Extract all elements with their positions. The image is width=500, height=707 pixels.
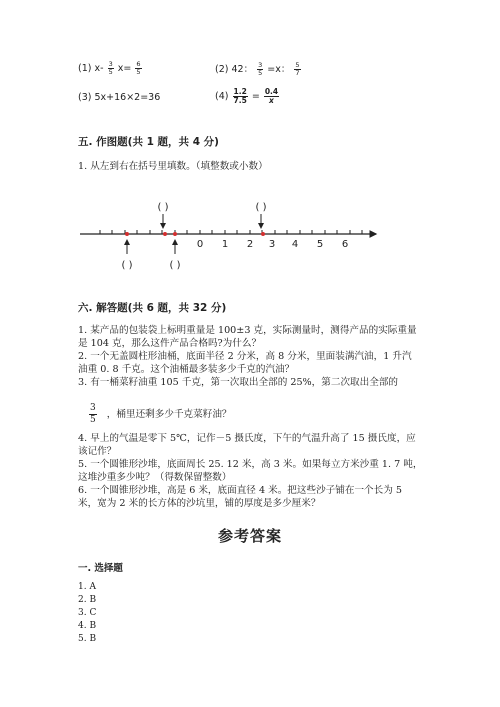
answer-blank: ( ) xyxy=(169,260,181,271)
section-6-question-5: 5. 一个圆锥形沙堆，底面周长 25. 12 米，高 3 米。如果每立方米沙重 1. 7 吨， 这堆沙重多少吨？（得数保留整数） xyxy=(78,459,423,483)
fraction: $\frac{3}{5}$ xyxy=(258,61,263,77)
tick-label-1: 1 xyxy=(221,239,229,250)
section-6-question-4: 4. 早上的气温是零下 5℃，记作－5 摄氏度，下午的气温升高了 15 摄氏度，应 该记作？ xyxy=(78,433,416,457)
answer-item: 4. B xyxy=(78,621,97,631)
point-marker xyxy=(125,232,129,236)
answer-blank: ( ) xyxy=(255,202,267,213)
equation-2-number: (2) xyxy=(215,64,229,75)
tick-label-5: 5 xyxy=(316,239,324,250)
number-line-diagram xyxy=(70,196,390,276)
equation-1: (1) x- $\frac{3}{5}$ x= $\frac{6}{5}$ xyxy=(78,60,141,76)
fraction: $\frac{3}{5}$ xyxy=(108,60,113,76)
answer-item: 3. C xyxy=(78,608,97,618)
answer-item: 2. B xyxy=(78,595,97,605)
equation-2: (2) 42： $\frac{3}{5}$ =x： $\frac{5}{7}$ xyxy=(215,61,300,77)
tick-label-4: 4 xyxy=(291,239,299,250)
equation-1-number: (1) xyxy=(78,63,92,74)
equation-4-number: (4) xyxy=(215,91,229,102)
section-6-question-2: 2. 一个无盖圆柱形油桶，底面半径 2 分米，高 8 分米，里面装满汽油，1 升汽 油重 0. 8 千克。这个油桶最多装多少千克的汽油？ xyxy=(78,351,412,375)
section-5-question-1: 1. 从左到右在括号里填数。（填整数或小数） xyxy=(78,161,268,172)
tick-label-3: 3 xyxy=(268,239,276,250)
fraction: $\frac{0.4}{x}$ xyxy=(264,87,279,105)
tick-label-0: 0 xyxy=(196,239,204,250)
answer-key-title: 参考答案 xyxy=(218,527,283,545)
answer-section-1-heading: 一. 选择题 xyxy=(78,563,123,574)
tick-label-2: 2 xyxy=(246,239,254,250)
section-6-question-3: 3. 有一桶菜籽油重 105 千克，第一次取出全部的 25%，第二次取出全部的 xyxy=(78,377,399,388)
answer-item: 5. B xyxy=(78,634,97,644)
section-6-heading: 六. 解答题(共 6 题，共 32 分) xyxy=(78,302,227,314)
fraction: $\frac{3}{5}$ xyxy=(90,403,96,425)
tick-label-6: 6 xyxy=(341,239,349,250)
fraction: $\frac{5}{7}$ xyxy=(295,61,300,77)
fraction: $\frac{1.2}{7.5}$ xyxy=(233,87,247,105)
point-marker xyxy=(261,232,265,236)
section-6-question-3-continued: $\frac{3}{5}$ ，桶里还剩多少千克菜籽油？ xyxy=(90,403,232,425)
point-marker xyxy=(173,232,177,236)
answer-blank: ( ) xyxy=(121,260,133,271)
point-marker xyxy=(163,232,167,236)
equation-3: (3) 5x+16×2=36 xyxy=(78,92,161,103)
answer-item: 1. A xyxy=(78,582,96,592)
answer-list xyxy=(78,581,96,646)
section-5-heading: 五. 作图题(共 1 题，共 4 分) xyxy=(78,136,219,148)
answer-blank: ( ) xyxy=(157,202,169,213)
equation-3-number: (3) xyxy=(78,92,92,103)
section-6-question-1: 1. 某产品的包装袋上标明重量是 100±3 克，实际测量时，测得产品的实际重量 是 104 克，那么这件产品合格吗?为什么？ xyxy=(78,325,417,349)
fraction: $\frac{6}{5}$ xyxy=(136,60,141,76)
section-6-question-6: 6. 一个圆锥形沙堆，高是 6 米，底面直径 4 米。把这些沙子铺在一个长为 5 米，宽为 2 米的长方体的沙坑里，铺的厚度是多少厘米？ xyxy=(78,485,402,509)
equation-4: (4) $\frac{1.2}{7.5}$ = $\frac{0.4}{x}$ xyxy=(215,87,279,105)
